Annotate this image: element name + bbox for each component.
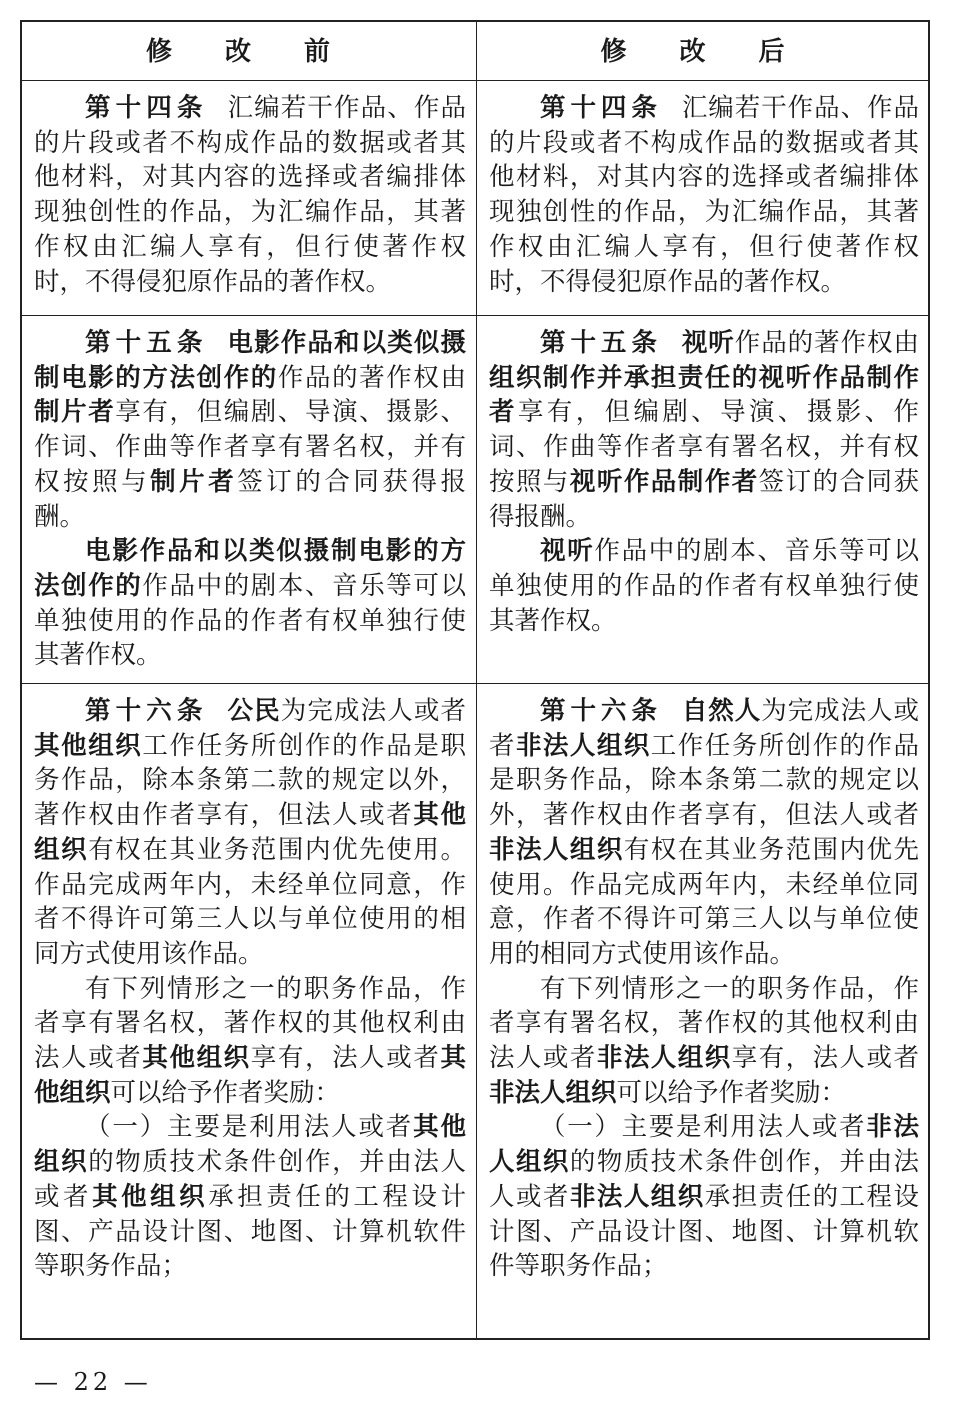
clause-text: 享有，但编剧、导演、摄影、作词、作曲等作者享有署名权，并有权按照与	[34, 397, 466, 497]
clause-text: 作品的著作权由	[277, 362, 466, 393]
clause-paragraph	[489, 91, 919, 299]
clause-text: 享有，法人或者	[731, 1043, 919, 1074]
amended-text: 非法人组织	[489, 1112, 919, 1178]
clause-text: 的物质技术条件创作，并由法人或者	[489, 1147, 919, 1212]
clause-paragraph	[489, 326, 919, 534]
cell-article-16-before	[34, 694, 466, 1284]
clause-text: 签订的合同获得报酬。	[489, 466, 919, 532]
amended-text: 制片者	[150, 466, 238, 497]
article-number: 第十四条	[85, 93, 208, 123]
clause-paragraph	[34, 326, 466, 534]
clause-text: 可以给予作者奖励：	[616, 1077, 847, 1108]
amended-text: 视听	[681, 328, 735, 358]
amended-text: 非法人组织	[596, 1043, 732, 1074]
amended-text: 非法人组织	[489, 834, 624, 865]
clause-paragraph	[489, 534, 919, 638]
clause-paragraph	[34, 972, 466, 1111]
row-divider	[22, 683, 928, 684]
clause-paragraph	[34, 534, 466, 673]
cell-article-14-after	[489, 91, 919, 299]
cell-article-15-before	[34, 326, 466, 673]
clause-paragraph	[489, 694, 919, 972]
clause-text: （一）主要是利用法人或者	[540, 1112, 867, 1143]
clause-text: 享有，法人或者	[250, 1043, 441, 1074]
comparison-table	[20, 20, 930, 1340]
clause-text: 汇编若干作品、作品的片段或者不构成作品的数据或者其他材料，对其内容的选择或者编排体现独创性的作品，为汇编作品，其著作权由汇编人享有，但行使著作权时，不得侵犯原作品的著作权。	[34, 93, 466, 297]
amended-text: 其他组织	[34, 800, 466, 865]
amended-text: 电影作品和以类似摄制电影的方法创作的	[34, 328, 466, 393]
cell-article-14-before	[34, 91, 466, 299]
article-number: 第十四条	[540, 93, 662, 123]
clause-text: 承担责任的工程设计图、产品设计图、地图、计算机软件等职务作品；	[489, 1181, 919, 1282]
clause-text: 有下列情形之一的职务作品，作者享有署名权，著作权的其他权利由法人或者	[34, 973, 466, 1074]
amended-text: 组织制作并承担责任的视听作品制作者	[489, 362, 919, 428]
clause-text: 有下列情形之一的职务作品，作者享有署名权，著作权的其他权利由法人或者	[489, 973, 919, 1074]
clause-text: 可以给予作者奖励：	[110, 1077, 341, 1108]
clause-text: 签订的合同获得报酬。	[34, 466, 466, 532]
article-number: 第十五条	[85, 328, 208, 358]
clause-text: 作品的著作权由	[734, 328, 919, 358]
amended-text: 其他组织	[34, 730, 143, 761]
article-number: 第十五条	[540, 328, 662, 358]
amended-text: 其他组织	[34, 1112, 466, 1178]
clause-text: 承担责任的工程设计图、产品设计图、地图、计算机软件等职务作品；	[34, 1181, 466, 1282]
amended-text: 制片者	[34, 397, 116, 428]
clause-paragraph	[34, 91, 466, 299]
amended-text: 非法人组织	[489, 1077, 617, 1108]
header-after: 修 改 后	[600, 37, 807, 67]
article-number: 第十六条	[85, 696, 208, 726]
clause-text: 有权在其业务范围内优先使用。作品完成两年内，未经单位同意，作者不得许可第三人以与单位使用的相同方式使用该作品。	[489, 834, 919, 969]
amended-text: 其他组织	[142, 1043, 251, 1074]
page-number: — 22 —	[34, 1368, 152, 1396]
amended-text: 非法人组织	[569, 1181, 705, 1212]
header-before: 修 改 前	[145, 37, 353, 67]
clause-paragraph	[34, 694, 466, 972]
clause-text: 有权在其业务范围内优先使用。作品完成两年内，未经单位同意，作者不得许可第三人以与单位使用的相同方式使用该作品。	[34, 834, 466, 969]
amended-text: 自然人	[681, 696, 762, 726]
column-divider	[476, 22, 477, 1338]
clause-text: 为完成法人或者	[280, 696, 466, 726]
article-number: 第十六条	[540, 696, 662, 726]
amended-text: 公民	[227, 696, 281, 726]
clause-text: 享有，但编剧、导演、摄影、作词、作曲等作者享有署名权，并有权按照与	[489, 397, 919, 497]
cell-article-15-after	[489, 326, 919, 638]
clause-text: 的物质技术条件创作，并由法人或者	[34, 1147, 466, 1212]
amended-text: 其他组织	[92, 1181, 209, 1212]
clause-text: 汇编若干作品、作品的片段或者不构成作品的数据或者其他材料，对其内容的选择或者编排体现独创性的作品，为汇编作品，其著作权由汇编人享有，但行使著作权时，不得侵犯原作品的著作权。	[489, 93, 919, 297]
clause-text: 作品中的剧本、音乐等可以单独使用的作品的作者有权单独行使其著作权。	[489, 536, 919, 636]
clause-text: 工作任务所创作的作品是职务作品，除本条第二款的规定以外，著作权由作者享有，但法人或者	[34, 730, 466, 831]
clause-paragraph	[489, 972, 919, 1111]
amended-text: 电影作品和以类似摄制电影的方法创作的	[34, 536, 466, 601]
amended-text: 视听	[540, 536, 595, 567]
row-divider	[22, 315, 928, 316]
cell-article-16-after	[489, 694, 919, 1284]
clause-text: 为完成法人或者	[489, 696, 919, 761]
clause-text: （一）主要是利用法人或者	[85, 1112, 414, 1143]
clause-paragraph	[489, 1110, 919, 1284]
amended-text: 视听作品制作者	[569, 466, 759, 497]
amended-text: 非法人组织	[515, 730, 651, 761]
row-divider	[22, 80, 928, 81]
clause-text: 作品中的剧本、音乐等可以单独使用的作品的作者有权单独行使其著作权。	[34, 570, 466, 671]
clause-paragraph	[34, 1110, 466, 1284]
clause-text: 工作任务所创作的作品是职务作品，除本条第二款的规定以外，著作权由作者享有，但法人或者	[489, 730, 919, 831]
amended-text: 其他组织	[34, 1043, 466, 1108]
